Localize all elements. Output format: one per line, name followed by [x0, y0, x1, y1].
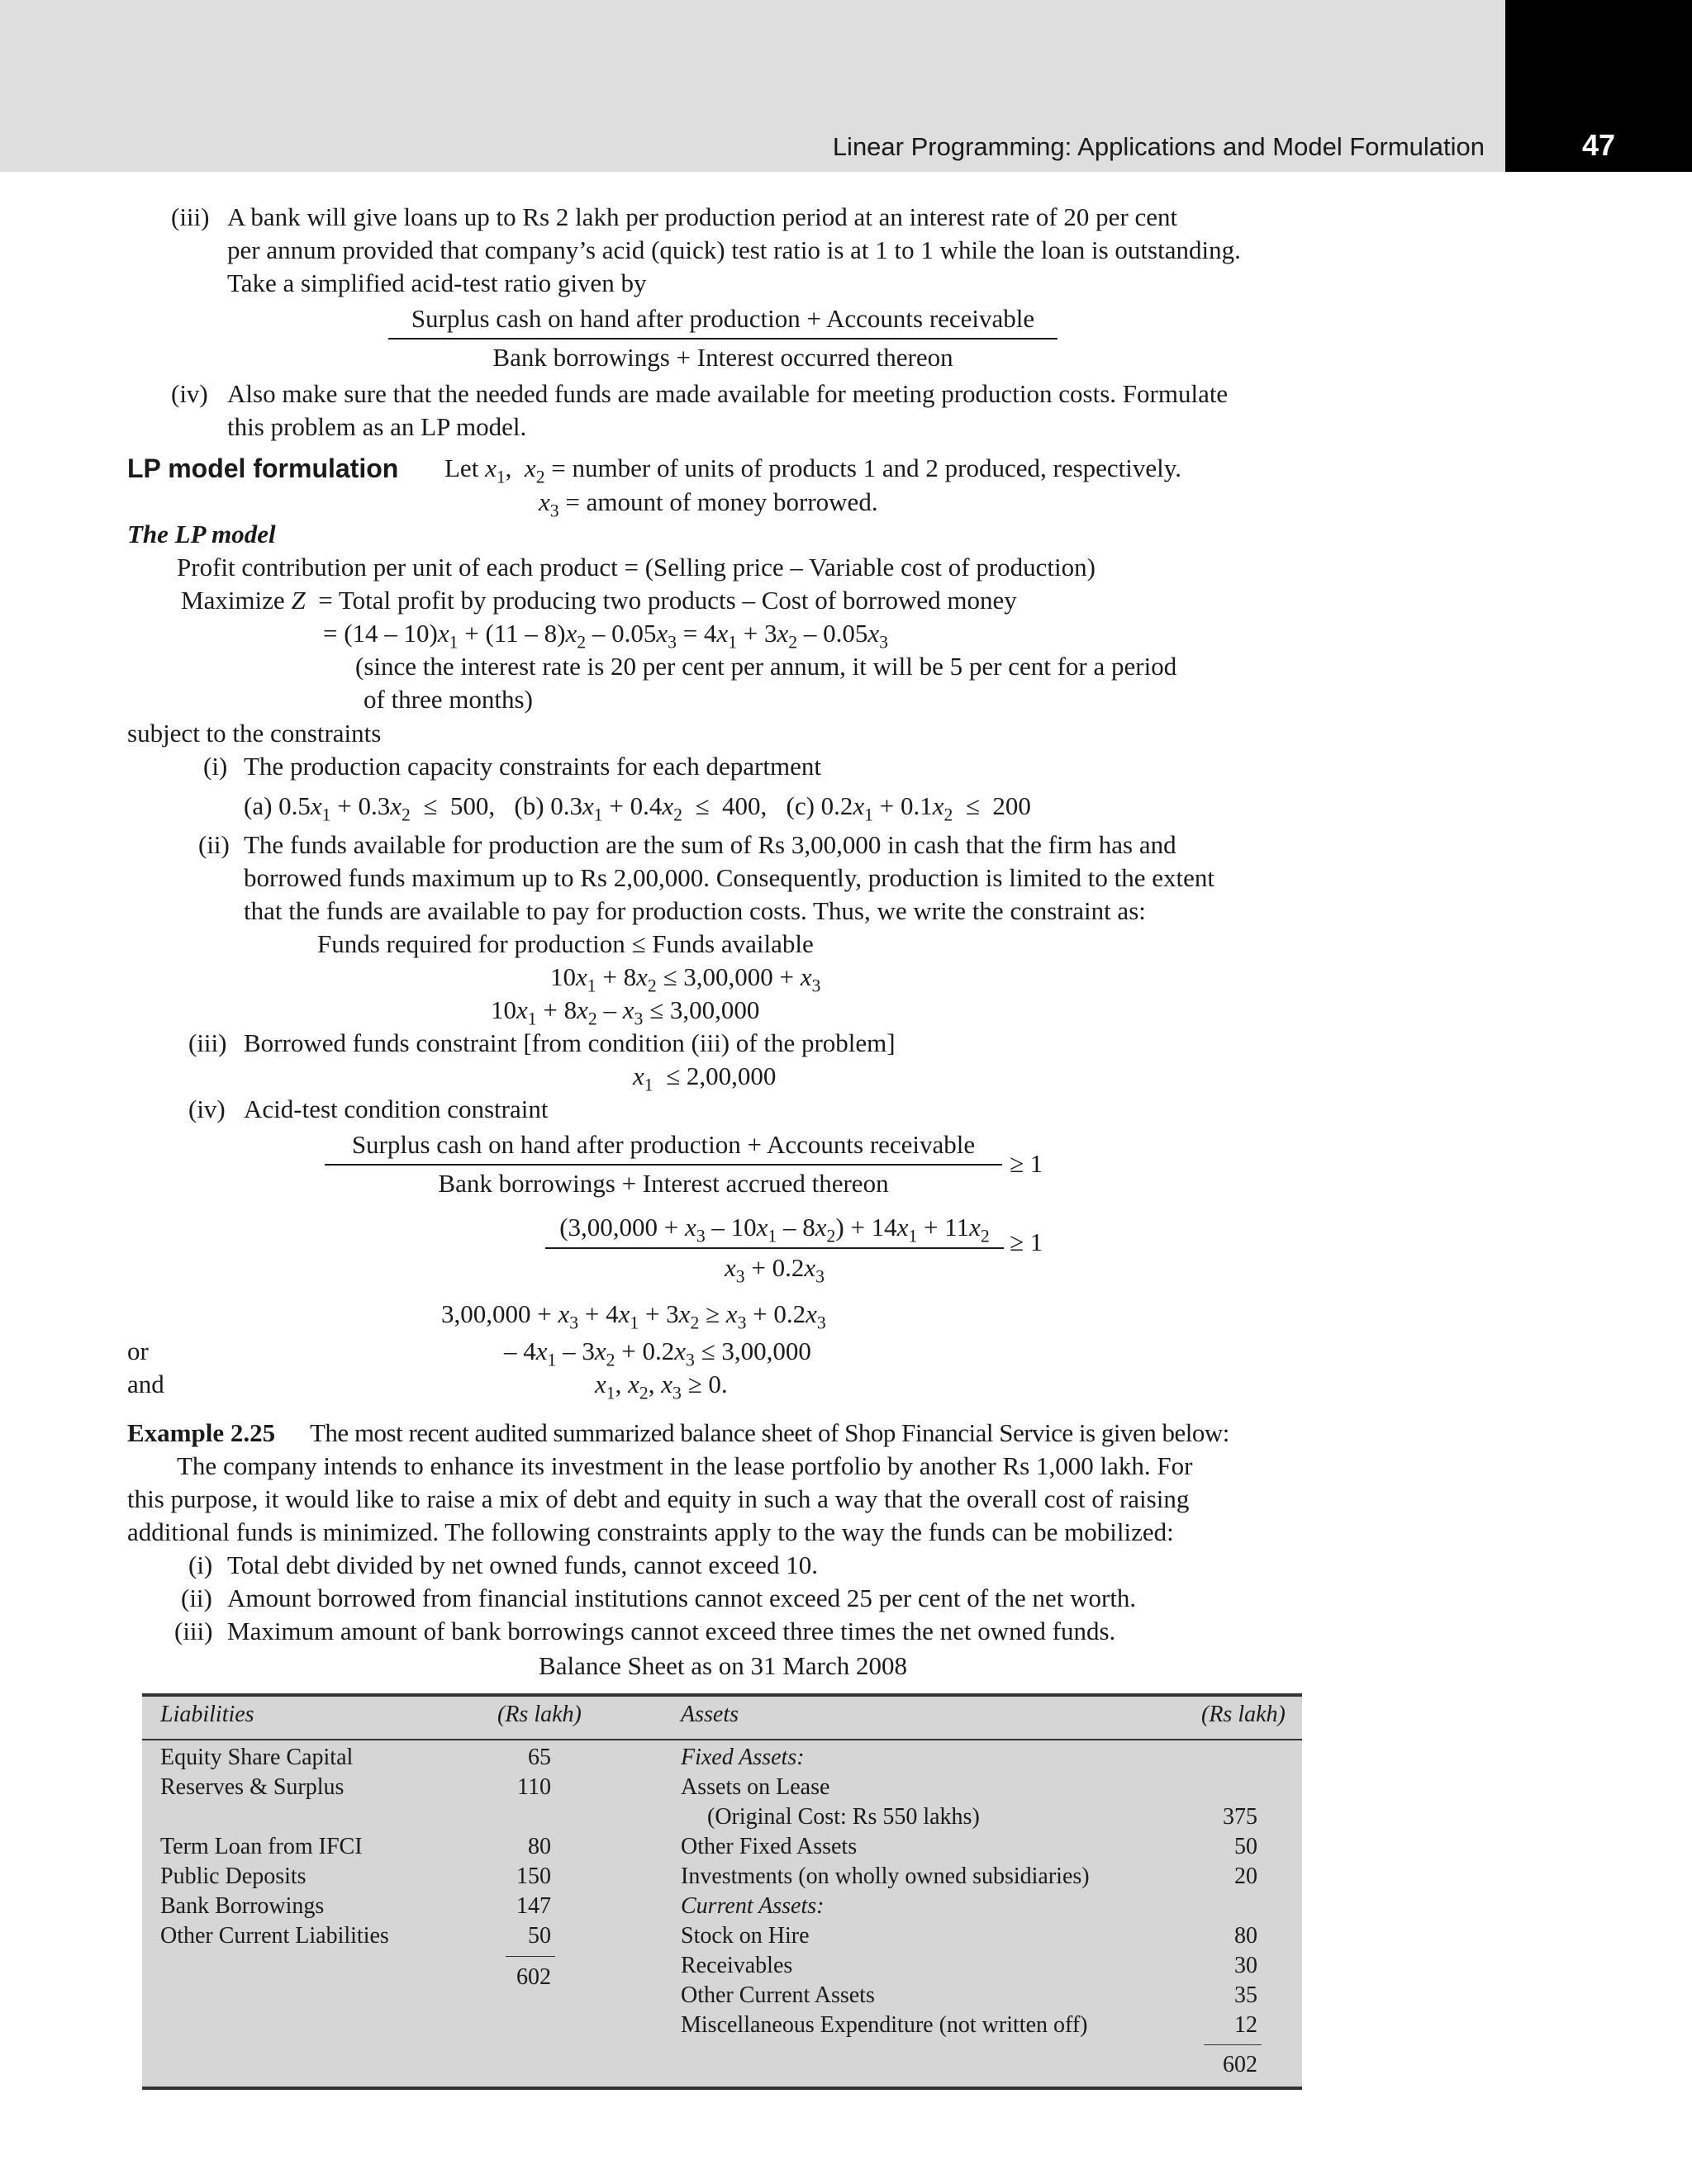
asset-label: Assets on Lease [681, 1774, 830, 1800]
constraint-expression: (a) $0.5x_1 + 0.3x_2 \le 500$, (b) $0.3x_1 + 0.4x_2 \le 400$, (c) $0.2x_1 + 0.1x_2 \le 200$ [244, 791, 1031, 825]
liability-value: 65 [528, 1745, 551, 1770]
constraint-expression: $x_1$, $x_2$, $x_3 \ge 0$. [595, 1370, 728, 1403]
asset-label: Other Fixed Assets [681, 1834, 858, 1859]
liability-label: Public Deposits [160, 1864, 307, 1889]
liability-value: 147 [516, 1893, 551, 1919]
list-item: Total debt divided by net owned funds, cannot exceed 10. [227, 1550, 818, 1579]
fraction-numerator: $(3,00,000 + x_3 - 10x_1 - 8x_2) + 14x_1 + 11x_2$ [559, 1213, 990, 1246]
constraint-expression: $x_1 \le 2,00,000$ [633, 1061, 777, 1095]
asset-group-label: Current Assets: [681, 1893, 825, 1919]
example-intro: The most recent audited summarized balance sheet of Shop Financial Service is given below: [310, 1418, 1229, 1447]
paragraph-line: this problem as an LP model. [227, 412, 527, 441]
section-heading: LP model formulation [127, 453, 399, 483]
item-number: (ii) [181, 1583, 212, 1612]
constraint-expression: $3,00,000 + x_3 + 4x_1 + 3x_2 \ge x_3 + 0.2x_3$ [441, 1299, 826, 1333]
liability-value: 150 [516, 1864, 551, 1889]
column-header: Assets [681, 1702, 739, 1727]
column-header: (Rs lakh) [1201, 1702, 1286, 1727]
connector-word: and [127, 1370, 164, 1398]
item-number: (i) [203, 752, 228, 781]
column-header: Liabilities [160, 1702, 254, 1727]
table-rule [142, 1693, 1302, 1697]
ratio-denominator: Bank borrowings + Interest occurred thereon [492, 343, 953, 372]
paragraph-line: Acid-test condition constraint [244, 1094, 549, 1123]
paragraph-line: Also make sure that the needed funds are made available for meeting production costs. Formulate [227, 379, 1229, 408]
paragraph-line: Borrowed funds constraint [from condition (iii) of the problem] [244, 1028, 896, 1057]
inequality: ≥ 1 [1010, 1149, 1043, 1178]
acid-numerator: Surplus cash on hand after production + Accounts receivable [351, 1130, 976, 1159]
example-label: Example 2.25 [127, 1418, 276, 1447]
liability-value: 110 [517, 1774, 551, 1800]
asset-value: 375 [1223, 1804, 1257, 1830]
objective-line: Maximize Z = Total profit by producing two products – Cost of borrowed money [181, 586, 1017, 615]
asset-label: Investments (on wholly owned subsidiaries) [681, 1864, 1090, 1889]
asset-label: (Original Cost: Rs 550 lakhs) [707, 1804, 980, 1830]
asset-value: 80 [1234, 1923, 1257, 1949]
note-line: (since the interest rate is 20 per cent per annum, it will be 5 per cent for a period [355, 652, 1177, 681]
item-number: (iv) [188, 1094, 226, 1123]
item-number: (i) [188, 1550, 213, 1579]
constraint-expression: $10x_1 + 8x_2 - x_3 \le 3,00,000$ [491, 995, 760, 1029]
subheading: The LP model [127, 520, 276, 548]
liability-label: Bank Borrowings [160, 1893, 325, 1919]
paragraph-line: additional funds is minimized. The following constraints apply to the way the funds can be mobilized: [127, 1517, 1174, 1546]
variable-definition: $x_3$ = amount of money borrowed. [539, 487, 878, 521]
asset-total: 602 [1223, 2052, 1257, 2077]
acid-denominator: Bank borrowings + Interest accrued thereon [438, 1169, 889, 1198]
running-header: Linear Programming: Applications and Model Formulation [832, 132, 1485, 161]
table-title: Balance Sheet as on 31 March 2008 [539, 1651, 907, 1680]
constraint-expression: $10x_1 + 8x_2 \le 3,00,000 + x_3$ [550, 962, 821, 996]
liability-label: Equity Share Capital [160, 1745, 354, 1770]
ratio-numerator: Surplus cash on hand after production + Accounts receivable [411, 304, 1035, 333]
item-number: (ii) [198, 830, 230, 859]
constraint-expression: – $4x_1 - 3x_2 + 0.2x_3 \le 3,00,000$ [504, 1337, 811, 1370]
asset-value: 12 [1234, 2012, 1257, 2038]
balance-sheet-table [142, 1693, 1302, 2090]
paragraph-line: The production capacity constraints for each department [244, 752, 821, 781]
paragraph-line: The funds available for production are the sum of Rs 3,00,000 in cash that the firm has and [244, 830, 1176, 859]
sum-rule [506, 1956, 555, 1957]
item-number: (iv) [171, 379, 208, 408]
note-line: of three months) [364, 685, 533, 714]
liability-label: Other Current Liabilities [160, 1923, 389, 1949]
item-number: (iii) [171, 202, 210, 231]
connector-word: or [127, 1337, 149, 1365]
item-number: (iii) [174, 1617, 213, 1645]
paragraph-line: subject to the constraints [127, 719, 382, 748]
sum-rule [1204, 2044, 1262, 2045]
paragraph-line: The company intends to enhance its investment in the lease portfolio by another Rs 1,000 lakh. For [177, 1451, 1193, 1480]
liability-total: 602 [516, 1964, 551, 1990]
asset-label: Stock on Hire [681, 1923, 810, 1949]
asset-value: 30 [1234, 1953, 1257, 1978]
asset-value: 35 [1234, 1982, 1257, 2008]
paragraph-line: Profit contribution per unit of each product = (Selling price – Variable cost of production) [177, 553, 1096, 582]
list-item: Amount borrowed from financial institutions cannot exceed 25 per cent of the net worth. [227, 1583, 1137, 1612]
item-number: (iii) [188, 1028, 227, 1057]
asset-value: 50 [1234, 1834, 1257, 1859]
page-number: 47 [1581, 128, 1616, 162]
list-item: Maximum amount of bank borrowings cannot exceed three times the net owned funds. [227, 1617, 1116, 1645]
fraction-bar [325, 1164, 1002, 1166]
asset-label: Miscellaneous Expenditure (not written off) [681, 2012, 1088, 2038]
asset-label: Receivables [681, 1953, 793, 1978]
paragraph-line: per annum provided that company’s acid (quick) test ratio is at 1 to 1 while the loan is outstanding. [227, 235, 1241, 264]
inequality: ≥ 1 [1010, 1227, 1043, 1256]
paragraph-line: Funds required for production ≤ Funds available [317, 929, 814, 958]
table-rule [142, 1739, 1302, 1740]
asset-label: Other Current Assets [681, 1982, 875, 2008]
paragraph-line: borrowed funds maximum up to Rs 2,00,000. Consequently, production is limited to the extent [244, 863, 1215, 892]
liability-value: 50 [528, 1923, 551, 1949]
fraction-bar [388, 338, 1058, 339]
variable-definition: Let $x_1$, $x_2$ = number of units of products 1 and 2 produced, respectively. [444, 453, 1182, 487]
paragraph-line: this purpose, it would like to raise a mix of debt and equity in such a way that the overall cost of raising [127, 1484, 1190, 1513]
asset-group-label: Fixed Assets: [681, 1745, 805, 1770]
fraction-denominator: $x_3 + 0.2x_3$ [725, 1253, 825, 1287]
paragraph-line: Take a simplified acid-test ratio given by [227, 268, 647, 297]
column-header: (Rs lakh) [497, 1702, 582, 1727]
objective-expression: = $(14 - 10)x_1 + (11 - 8)x_2 - 0.05x_3 = 4x_1 + 3x_2 - 0.05x_3$ [323, 619, 888, 653]
liability-value: 80 [528, 1834, 551, 1859]
asset-value: 20 [1234, 1864, 1257, 1889]
paragraph-line: that the funds are available to pay for production costs. Thus, we write the constraint as: [244, 896, 1146, 925]
table-rule [142, 2087, 1302, 2090]
fraction-bar [545, 1247, 1004, 1249]
paragraph-line: A bank will give loans up to Rs 2 lakh per production period at an interest rate of 20 per cent [227, 202, 1178, 231]
liability-label: Reserves & Surplus [160, 1774, 345, 1800]
liability-label: Term Loan from IFCI [160, 1834, 363, 1859]
